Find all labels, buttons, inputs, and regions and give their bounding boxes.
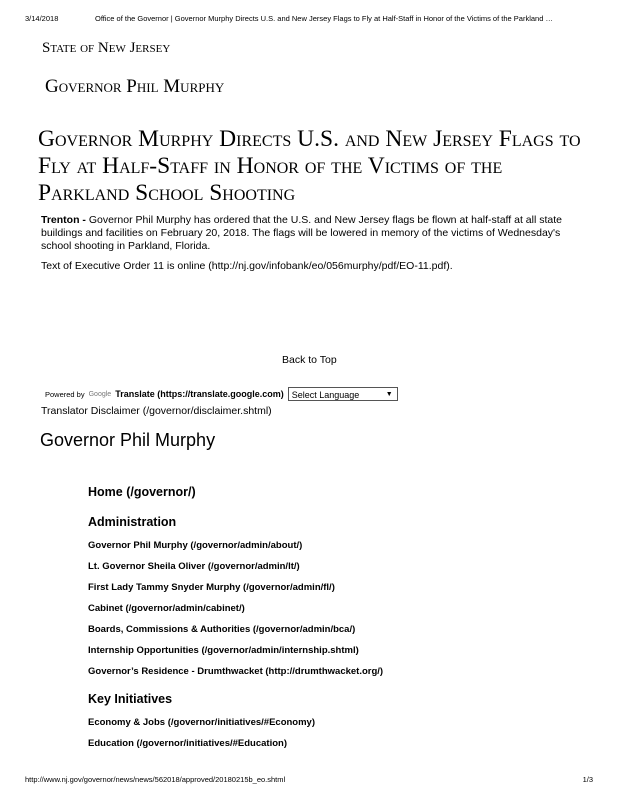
governor-brand-link[interactable]: Governor Phil Murphy: [45, 76, 225, 97]
administration-heading: Administration: [88, 515, 177, 529]
administration-link[interactable]: Governor’s Residence - Drumthwacket (http://drumthwacket.org/): [88, 666, 384, 677]
language-select-value: Select Language: [291, 390, 360, 400]
print-date: 3/14/2018: [25, 14, 59, 23]
translate-widget: [45, 387, 398, 401]
back-to-top-link[interactable]: Back to Top: [282, 354, 337, 366]
article-headline: Governor Murphy Directs U.S. and New Jersey Flags to Fly at Half-Staff in Honor of the Victims of the Parkland School Shooting: [38, 126, 581, 206]
footer-title: Governor Phil Murphy: [40, 430, 216, 450]
google-translate-link[interactable]: Translate (https://translate.google.com): [115, 389, 284, 399]
administration-link[interactable]: Boards, Commissions & Authorities (/governor/admin/bca/): [88, 624, 356, 635]
administration-link[interactable]: Governor Phil Murphy (/governor/admin/about/): [88, 540, 303, 551]
dropdown-arrow-icon: ▼: [385, 391, 393, 398]
footer-nav: [88, 485, 568, 749]
paragraph-text: Governor Phil Murphy has ordered that the U.S. and New Jersey flags be flown at half-staff at all state buildings and facilities on February 20, 2018. The flags will be lowered in memory of the victims of Wednesday's school shooting in Parkland, Florida.: [41, 214, 562, 252]
print-url: http://www.nj.gov/governor/news/news/562018/approved/20180215b_eo.shtml: [25, 775, 286, 784]
google-logo: Google: [88, 390, 112, 398]
home-link[interactable]: Home (/governor/): [88, 485, 196, 499]
administration-link[interactable]: Cabinet (/governor/admin/cabinet/): [88, 603, 245, 614]
key-initiatives-heading: Key Initiatives: [88, 692, 173, 706]
state-of-new-jersey-link[interactable]: State of New Jersey: [42, 40, 171, 56]
print-title: Office of the Governor | Governor Murphy Directs U.S. and New Jersey Flags to Fly at Half-Staff in Honor of the Victims of the Parkland …: [95, 14, 553, 23]
initiative-link[interactable]: Education (/governor/initiatives/#Education): [88, 738, 287, 749]
administration-link[interactable]: Internship Opportunities (/governor/admin/internship.shtml): [88, 645, 359, 656]
administration-link[interactable]: First Lady Tammy Snyder Murphy (/governor/admin/fl/): [88, 582, 335, 593]
initiative-link[interactable]: Economy & Jobs (/governor/initiatives/#Economy): [88, 717, 315, 728]
article-paragraph: [41, 214, 586, 253]
translator-disclaimer-link[interactable]: Translator Disclaimer (/governor/disclaimer.shtml): [41, 405, 272, 417]
language-select[interactable]: [288, 387, 398, 401]
dateline: Trenton -: [41, 214, 86, 226]
page-number: 1/3: [582, 775, 593, 784]
executive-order-link[interactable]: Text of Executive Order 11 is online (http://nj.gov/infobank/eo/056murphy/pdf/EO-11.pdf).: [41, 260, 453, 272]
administration-link[interactable]: Lt. Governor Sheila Oliver (/governor/admin/lt/): [88, 561, 300, 572]
powered-by-label: Powered by: [45, 389, 85, 399]
